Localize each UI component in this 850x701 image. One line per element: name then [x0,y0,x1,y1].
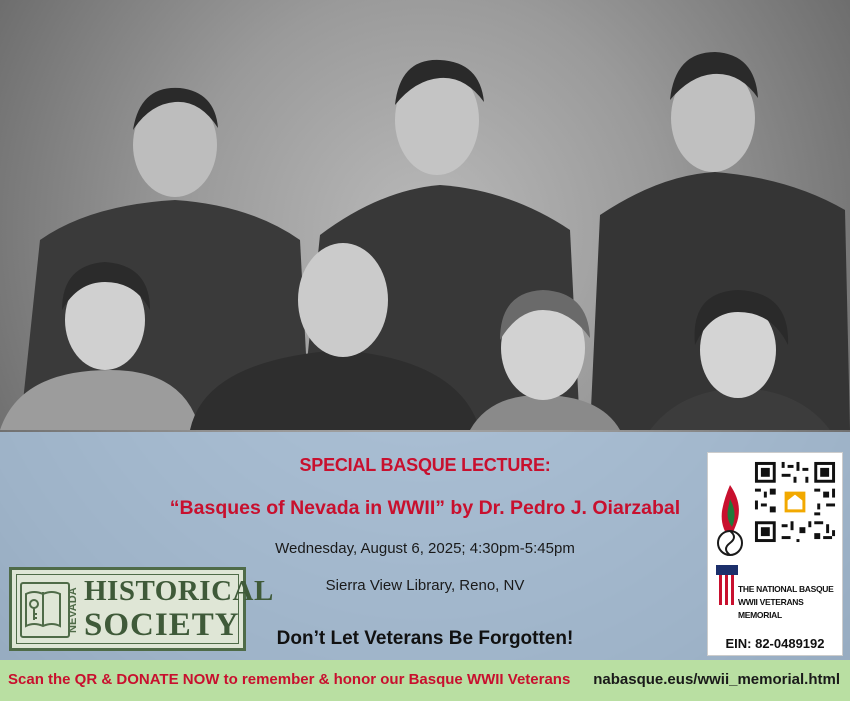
slogan: Don’t Let Veterans Be Forgotten! [276,628,574,649]
nevada-historical-society-logo [9,567,274,651]
book-key-icon [20,582,70,638]
donate-now-text: DONATE NOW [116,671,220,688]
lauburu-flame-icon [710,481,750,561]
logo-state: NEVADA [67,587,79,633]
us-flag-icon [716,565,738,605]
memorial-url-link[interactable]: nabasque.eus/wwii_memorial.html [593,671,840,688]
donate-call-to-action: Scan the QR & DONATE NOW to remember & honor our Basque WWII Veterans [8,671,571,688]
logo-line2: SOCIETY [84,607,240,643]
lecture-headline: SPECIAL BASQUE LECTURE: [299,455,551,475]
memorial-name: THE NATIONAL BASQUE WWII VETERANS MEMORIAL [738,584,834,620]
memorial-card [707,452,843,656]
ein-number: EIN: 82-0489192 [725,636,825,651]
lecture-date: Wednesday, August 6, 2025; 4:30pm-5:45pm [275,540,575,557]
donate-strip [0,660,850,701]
lecture-title: “Basques of Nevada in WWII” by Dr. Pedro J. Oiarzabal [169,497,681,519]
logo-line1: HISTORICAL [84,575,274,607]
donate-qr-code[interactable] [752,459,838,545]
lecture-venue: Sierra View Library, Reno, NV [325,577,525,594]
